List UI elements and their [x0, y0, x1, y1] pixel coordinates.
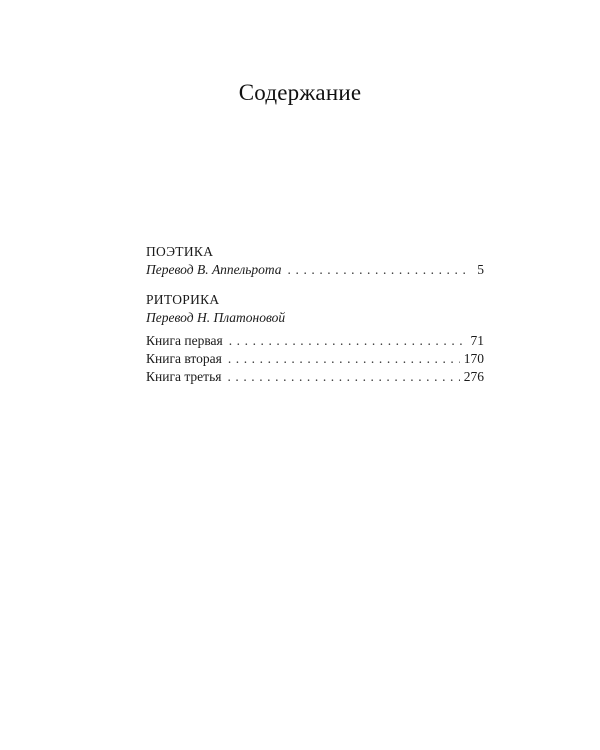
dot-leader: [228, 350, 460, 368]
dot-leader: [227, 368, 459, 386]
table-of-contents: [146, 243, 484, 398]
toc-entry-label: Книга первая: [146, 333, 223, 348]
toc-section-heading: РИТОРИКА: [146, 292, 220, 307]
dot-leader: [288, 261, 468, 279]
page-title: Содержание: [238, 80, 362, 105]
toc-entry-book-one[interactable]: [146, 332, 484, 350]
toc-entry-label: Книга третья: [146, 369, 222, 384]
dot-leader: [229, 332, 467, 350]
toc-page-number: 5: [477, 262, 484, 277]
toc-page-number: 276: [463, 369, 484, 384]
toc-entry-poetics-translation[interactable]: [146, 261, 484, 279]
toc-page-number: 71: [470, 333, 484, 348]
toc-entry-label: Перевод В. Аппельрота: [146, 262, 282, 277]
toc-section-heading: ПОЭТИКА: [146, 244, 214, 259]
toc-section-rhetoric: [146, 291, 484, 386]
toc-entry-book-three[interactable]: [146, 368, 484, 386]
toc-translator-line: Перевод Н. Платоновой: [146, 310, 286, 325]
toc-entry-book-two[interactable]: [146, 350, 484, 368]
toc-page-number: 170: [463, 351, 484, 366]
toc-entry-label: Книга вторая: [146, 351, 222, 366]
toc-section-poetics: [146, 243, 484, 279]
